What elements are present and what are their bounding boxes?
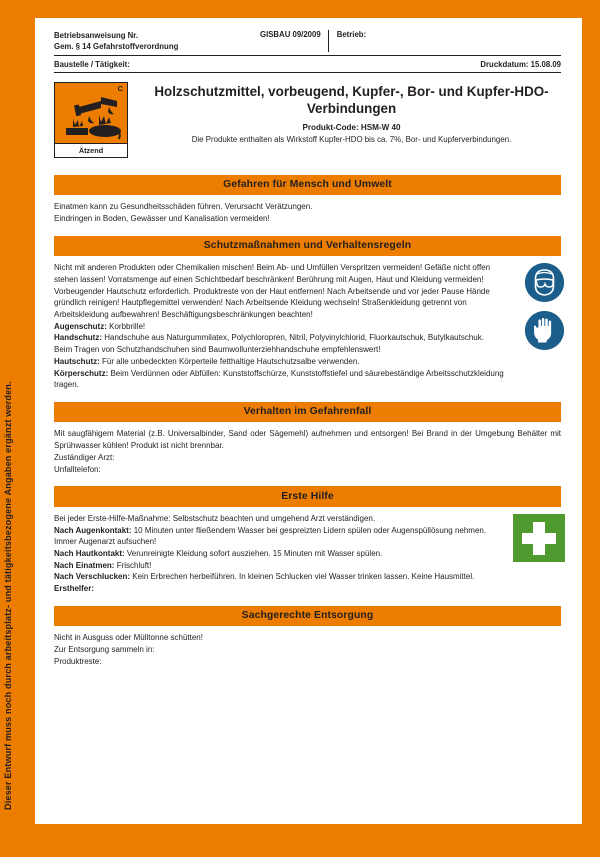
section-body-first-aid (54, 507, 561, 595)
section-heading-first-aid: Erste Hilfe (54, 486, 561, 507)
site-activity-label: Baustelle / Tätigkeit: (54, 59, 130, 69)
ppe-icon-group (525, 263, 565, 359)
first-aid-swallow-line (54, 571, 499, 583)
section-heading-hazards: Gefahren für Mensch und Umwelt (54, 175, 561, 196)
first-aid-swallow-text: Kein Erbrechen herbeiführen. In kleinen Schlucken viel Wasser trinken lassen. Keine Hausmittel. (130, 572, 475, 582)
first-aid-general: Bei jeder Erste-Hilfe-Maßnahme: Selbstschutz beachten und umgehend Arzt verständigen. (54, 513, 376, 523)
first-responder-line (54, 583, 499, 595)
skin-protection-label: Hautschutz: (54, 356, 100, 366)
eye-protection-label: Augenschutz: (54, 321, 107, 331)
disposal-line-2: Zur Entsorgung sammeln in: (54, 645, 155, 655)
print-date: Druckdatum: 15.08.09 (480, 59, 561, 69)
section-body-emergency (54, 422, 561, 475)
hand-protection-line (54, 332, 513, 344)
document-number-label: Betriebsanweisung Nr. (54, 31, 139, 40)
title-block (54, 82, 561, 158)
hand-protection-icon (525, 311, 564, 350)
first-aid-inhale-text: Frischluft! (114, 560, 152, 570)
site-activity-row (54, 56, 561, 73)
document-number-block (54, 30, 260, 52)
hand-protection-label: Handschutz: (54, 333, 102, 343)
skin-protection-text: Für alle unbedeckten Körperteile fetthaltige Hautschutzsalbe verwenden. (99, 356, 360, 366)
section-heading-emergency: Verhalten im Gefahrenfall (54, 402, 561, 423)
hand-protection-text: Handschuhe aus Naturgummilatex, Polychloropren, Nitril, Polyvinylchlorid, Fluorkautschuk, Butylkautschuk. (102, 333, 484, 343)
first-aid-inhale-line (54, 560, 499, 572)
body-protection-label: Körperschutz: (54, 368, 109, 378)
gisbau-reference: GISBAU 09/2009 (260, 30, 329, 52)
protection-paragraph: Nicht mit anderen Produkten oder Chemikalien mischen! Beim Ab- und Umfüllen Verspritzen vermeiden! Gefäße nicht offen stehen lassen! Vorratsmenge auf einen Schichtbedarf beschränken! Berührung mit Augen, Haut und Kleidung vermeiden! Vorbeugender Hautschutz erforderlich. Produktreste von der Haut entfernen! Nach Arbeitsende und vor jeder Pause Hände gründlich reinigen! Hautpflegemittel verwenden! Nach Arbeitsende Kleidung wechseln! Straßenkleidung getrennt von Arbeitskleidung aufbewahren! Beschäftigungsbeschränkungen beachten! (54, 263, 491, 319)
first-aid-skin-text: Verunreinigte Kleidung sofort ausziehen. 15 Minuten mit Wasser spülen. (124, 549, 383, 558)
section-body-protection (54, 256, 561, 391)
section-heading-protection: Schutzmaßnahmen und Verhaltensregeln (54, 236, 561, 257)
hazard-line-2: Eindringen in Boden, Gewässer und Kanalisation vermeiden! (54, 213, 270, 223)
gloves-note: Beim Tragen von Schutzhandschuhen sind Baumwollunterziehhandschuhe empfehlenswert! (54, 345, 381, 355)
accident-phone-label: Unfalltelefon: (54, 464, 101, 474)
first-responder-label: Ersthelfer: (54, 584, 95, 594)
section-heading-disposal: Sachgerechte Entsorgung (54, 606, 561, 627)
corrosive-pictogram (54, 82, 128, 158)
product-code: Produkt-Code: HSM-W 40 (302, 123, 401, 133)
draft-notice (0, 18, 35, 824)
first-aid-eye-label: Nach Augenkontakt: (54, 525, 132, 535)
corrosive-symbol-icon (55, 83, 125, 143)
body-protection-text: Beim Verdünnen oder Abfüllen: Kunststoffschürze, Kunststoffstiefel und säurebeständige Arbeitsschutzkleidung tragen. (54, 368, 504, 390)
body-protection-line (54, 368, 513, 391)
section-body-disposal (54, 626, 561, 667)
first-aid-skin-line (54, 548, 499, 560)
first-aid-eye-text: 10 Minuten unter fließendem Wasser bei gespreizten Lidern spülen oder Augenspüllösung nehmen. Immer Augenarzt aufsuchen! (54, 525, 487, 547)
hazard-line-1: Einatmen kann zu Gesundheitsschäden führen. Verursacht Verätzungen. (54, 202, 313, 212)
regulation-label: Gem. § 14 Gefahrstoffverordnung (54, 42, 179, 52)
instruction-sheet (35, 18, 582, 824)
first-aid-swallow-label: Nach Verschlucken: (54, 572, 131, 582)
first-aid-inhale-label: Nach Einatmen: (54, 560, 115, 570)
page-title: Holzschutzmittel, vorbeugend, Kupfer-, Bor- und Kupfer-HDO-Verbindungen (154, 84, 549, 117)
first-aid-skin-label: Nach Hautkontakt: (54, 549, 125, 558)
eye-protection-text: Korbbrille! (106, 321, 146, 331)
responsible-doctor-label: Zuständiger Arzt: (54, 452, 115, 462)
first-aid-cross-icon (513, 514, 565, 562)
disposal-line-3: Produktreste: (54, 656, 102, 666)
company-field-label: Betrieb: (336, 30, 367, 39)
first-aid-eye-line (54, 525, 499, 548)
document-header (54, 30, 561, 56)
disposal-line-1: Nicht in Ausguss oder Mülltonne schütten! (54, 633, 203, 643)
emergency-paragraph: Mit saugfähigem Material (z.B. Universalbinder, Sand oder Sägemehl) aufnehmen und entsorgen! Bei Brand in der Umgebung Behälter mit Sprühwasser kühlen! Produkt ist nicht brennbar. (54, 429, 561, 451)
skin-protection-line (54, 356, 513, 368)
pictogram-caption: Ätzend (55, 143, 127, 157)
product-description: Die Produkte enthalten als Wirkstoff Kupfer-HDO bis ca. 7%, Bor- und Kupferverbindungen. (191, 135, 512, 145)
hazard-letter: C (117, 84, 123, 94)
section-body-hazards (54, 195, 561, 224)
eye-protection-line (54, 321, 513, 333)
eye-protection-icon (525, 263, 564, 302)
draft-notice-text: Dieser Entwurf muss noch durch arbeitsplatz- und tätigkeitsbezogene Angaben ergänzt werden. (2, 381, 13, 810)
